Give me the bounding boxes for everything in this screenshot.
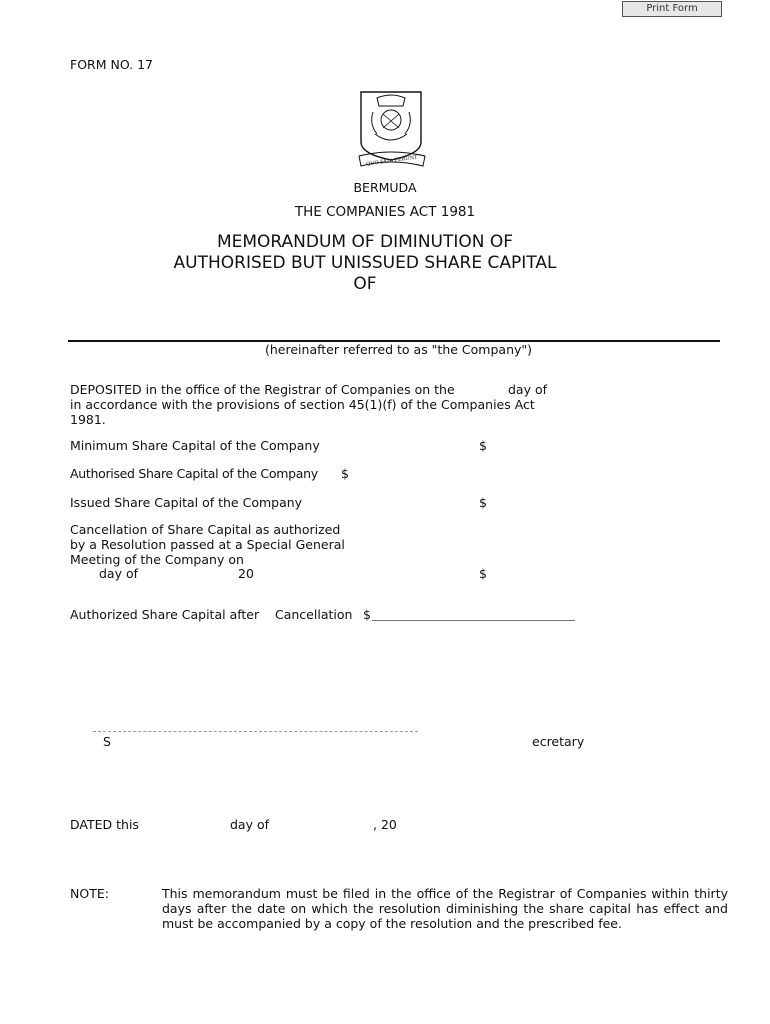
dated-day-of: day of (230, 817, 270, 832)
cancellation-line-2: by a Resolution passed at a Special General (70, 537, 345, 552)
jurisdiction: BERMUDA (353, 180, 417, 195)
crest-motto: QUO FATA FERUNT (365, 154, 418, 168)
print-form-button[interactable]: Print Form (622, 1, 722, 17)
cancellation-line-1: Cancellation of Share Capital as authorized (70, 522, 341, 537)
bermuda-crest-icon (355, 90, 430, 170)
after-cancellation-label: Authorized Share Capital after (70, 607, 260, 622)
cancellation-year: 20 (238, 566, 254, 581)
title-line-2: AUTHORISED BUT UNISSUED SHARE CAPITAL (173, 253, 557, 273)
deposited-line-2: in accordance with the provisions of section 45(1)(f) of the Companies Act (70, 397, 535, 412)
dated-label: DATED this (70, 817, 139, 832)
form-number: FORM NO. 17 (70, 57, 154, 72)
act-title: THE COMPANIES ACT 1981 (294, 204, 476, 220)
minimum-capital-label: Minimum Share Capital of the Company (70, 438, 320, 453)
after-cancellation-label-2: Cancellation (275, 607, 353, 622)
issued-capital-label: Issued Share Capital of the Company (70, 495, 303, 510)
signature-left-label: S (103, 734, 111, 749)
title-line-3: OF (353, 274, 377, 294)
authorised-capital-label: Authorised Share Capital of the Company (70, 466, 318, 481)
authorised-capital-currency: $ (341, 466, 349, 481)
after-cancellation-amount-field[interactable] (372, 620, 575, 621)
deposited-line-1: DEPOSITED in the office of the Registrar of Companies on the (70, 382, 455, 397)
issued-capital-currency: $ (479, 495, 487, 510)
minimum-capital-currency: $ (479, 438, 487, 453)
signature-line[interactable] (93, 731, 418, 732)
cancellation-day-of: day of (99, 566, 139, 581)
cancellation-currency: $ (479, 566, 487, 581)
signature-right-label: ecretary (532, 734, 585, 749)
note-label: NOTE: (70, 886, 109, 901)
dated-year: , 20 (373, 817, 397, 832)
after-cancellation-currency: $ (363, 607, 371, 622)
title-line-1: MEMORANDUM OF DIMINUTION OF (216, 232, 514, 252)
company-note: (hereinafter referred to as "the Company") (265, 342, 533, 357)
deposited-line-3: 1981. (70, 412, 106, 427)
cancellation-line-3: Meeting of the Company on (70, 552, 244, 567)
note-text: This memorandum must be filed in the office of the Registrar of Companies within thirty days after the date on which the resolution diminishing the share capital has effect and must be accompanied by a copy of the resolution and the prescribed fee. (162, 886, 728, 931)
deposited-day-of: day of (508, 382, 548, 397)
